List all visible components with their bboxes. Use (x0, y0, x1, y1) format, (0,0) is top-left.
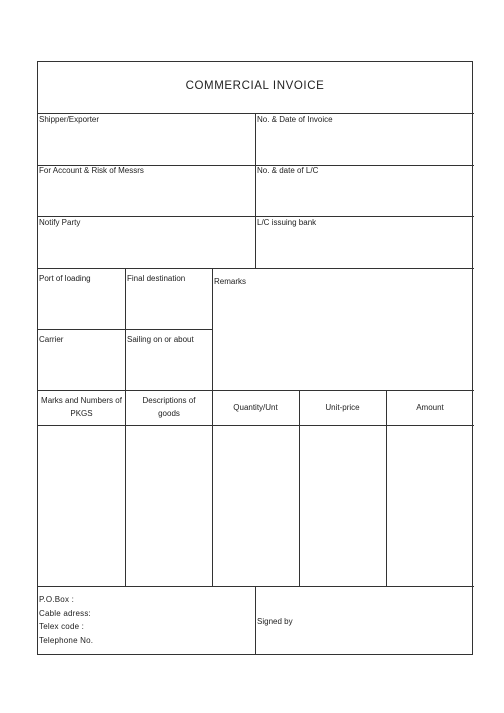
footer-contact-block (39, 593, 249, 647)
header-marks-numbers: Marks and Numbers of PKGS (41, 396, 122, 418)
footer-cable-address: Cable adress: (39, 608, 91, 618)
remarks-label: Remarks (214, 277, 247, 286)
footer-telephone: Telephone No. (39, 635, 94, 645)
divider-footer-split (255, 586, 256, 655)
signed-by-label: Signed by (257, 617, 293, 626)
account-risk-label: For Account & Risk of Messrs (39, 166, 144, 175)
header-descriptions: Descriptions of goods (142, 396, 196, 418)
shipper-label: Shipper/Exporter (39, 115, 100, 124)
final-destination-label: Final destination (127, 274, 186, 283)
notify-party-label: Notify Party (39, 218, 81, 227)
header-amount: Amount (416, 403, 444, 412)
header-unit-price: Unit-price (325, 403, 360, 412)
footer-telex-code: Telex code : (39, 622, 85, 631)
lc-bank-label: L/C issuing bank (257, 218, 317, 227)
divider-table-bottom (38, 586, 474, 587)
divider-col-2 (212, 268, 213, 586)
divider-col-1 (125, 268, 126, 586)
header-quantity: Quantity/Unt (233, 403, 278, 412)
footer-po-box: P.O.Box : (39, 595, 75, 604)
divider-upper-split (255, 113, 256, 268)
divider-table-header (38, 425, 474, 426)
divider-table-top (38, 390, 474, 391)
invoice-no-date-label: No. & Date of Invoice (257, 115, 333, 124)
divider-title (38, 113, 474, 114)
sailing-label: Sailing on or about (127, 335, 194, 344)
carrier-label: Carrier (39, 335, 64, 344)
invoice-title: COMMERCIAL INVOICE (185, 80, 325, 92)
port-of-loading-label: Port of loading (39, 274, 91, 283)
divider-row-3 (38, 268, 474, 269)
divider-col-3 (299, 390, 300, 586)
commercial-invoice-form (37, 61, 473, 655)
lc-no-date-label: No. & date of L/C (257, 166, 319, 175)
divider-col-4 (386, 390, 387, 586)
divider-row-2 (38, 216, 474, 217)
